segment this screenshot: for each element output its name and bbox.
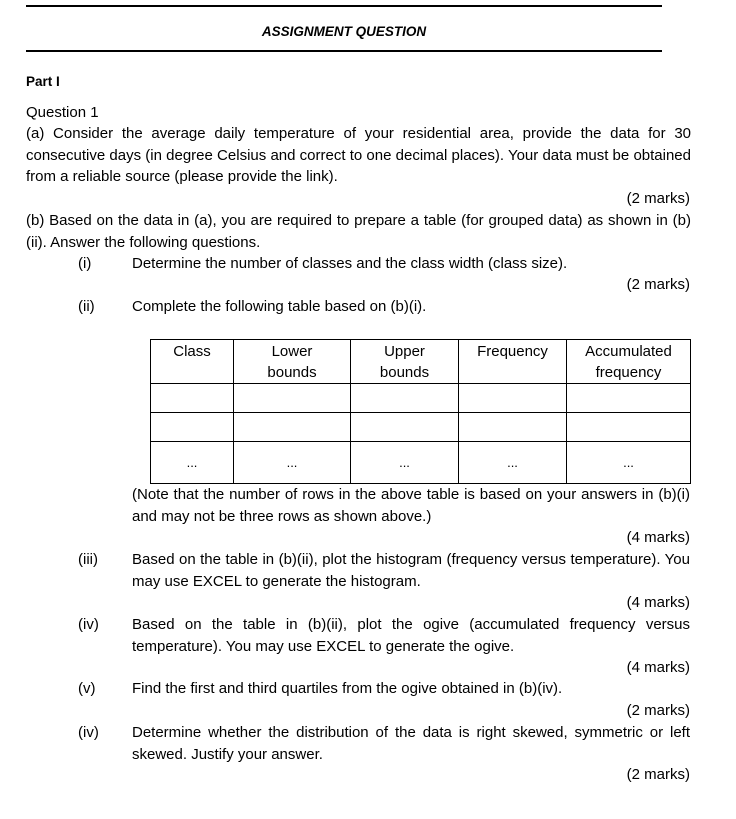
item-number: (iii) bbox=[78, 551, 98, 568]
table-cell bbox=[151, 384, 234, 413]
grouped-data-table bbox=[150, 339, 691, 484]
table-cell bbox=[151, 413, 234, 442]
table-cell bbox=[234, 384, 351, 413]
page-title: ASSIGNMENT QUESTION bbox=[261, 24, 427, 39]
part-heading: Part I bbox=[26, 74, 60, 89]
table-cell bbox=[459, 384, 567, 413]
marks-vi: (2 marks) bbox=[626, 766, 690, 783]
table-header-frequency: Frequency bbox=[459, 340, 567, 384]
question-b-intro: (b) Based on the data in (a), you are required to prepare a table (for grouped data) as shown in (b)(ii). Answer the following questions. bbox=[26, 212, 691, 251]
item-text: Complete the following table based on (b)(i). bbox=[132, 298, 427, 315]
marks-ii: (4 marks) bbox=[626, 529, 690, 546]
table-cell: ... bbox=[567, 442, 691, 484]
item-text: Based on the table in (b)(ii), plot the ogive (accumulated frequency versus temperature). You may use EXCEL to generate the ogive. bbox=[132, 616, 690, 655]
table-cell bbox=[567, 384, 691, 413]
item-text: Determine whether the distribution of the data is right skewed, symmetric or left skewed. Justify your answer. bbox=[132, 724, 690, 763]
table-cell: ... bbox=[459, 442, 567, 484]
question-label: Question 1 bbox=[26, 104, 99, 121]
marks-v: (2 marks) bbox=[626, 702, 690, 719]
table-header-lower-bounds: Lower bounds bbox=[234, 340, 351, 384]
item-number: (i) bbox=[78, 255, 92, 272]
item-number: (iv) bbox=[78, 616, 99, 633]
item-number: (ii) bbox=[78, 298, 95, 315]
table-cell bbox=[234, 413, 351, 442]
table-row bbox=[151, 442, 691, 484]
item-number: (v) bbox=[78, 680, 96, 697]
table-cell bbox=[351, 413, 459, 442]
item-text: Find the first and third quartiles from the ogive obtained in (b)(iv). bbox=[132, 680, 563, 697]
item-text: Based on the table in (b)(ii), plot the histogram (frequency versus temperature). You may use EXCEL to generate the histogram. bbox=[132, 551, 690, 590]
marks-iv: (4 marks) bbox=[626, 659, 690, 676]
marks-a: (2 marks) bbox=[626, 190, 690, 207]
table-cell bbox=[567, 413, 691, 442]
table-row bbox=[151, 413, 691, 442]
item-text: Determine the number of classes and the class width (class size). bbox=[132, 255, 568, 272]
table-cell: ... bbox=[351, 442, 459, 484]
table-cell bbox=[351, 384, 459, 413]
table-header-class: Class bbox=[151, 340, 234, 384]
title-rule bbox=[26, 50, 662, 52]
table-header-accumulated-frequency: Accumulated frequency bbox=[567, 340, 691, 384]
table-header-upper-bounds: Upper bounds bbox=[351, 340, 459, 384]
table-row bbox=[151, 384, 691, 413]
top-rule bbox=[26, 5, 662, 7]
marks-iii: (4 marks) bbox=[626, 594, 690, 611]
table-note: (Note that the number of rows in the above table is based on your answers in (b)(i) and may not be three rows as shown above.) bbox=[132, 486, 690, 525]
question-a-text: (a) Consider the average daily temperature of your residential area, provide the data for 30 consecutive days (in degree Celsius and correct to one decimal places). Your data must be obtained from a reliable source (please provide the link). bbox=[26, 125, 691, 185]
table-cell bbox=[459, 413, 567, 442]
item-number: (iv) bbox=[78, 724, 99, 741]
marks-i: (2 marks) bbox=[626, 276, 690, 293]
table-cell: ... bbox=[151, 442, 234, 484]
table-cell: ... bbox=[234, 442, 351, 484]
